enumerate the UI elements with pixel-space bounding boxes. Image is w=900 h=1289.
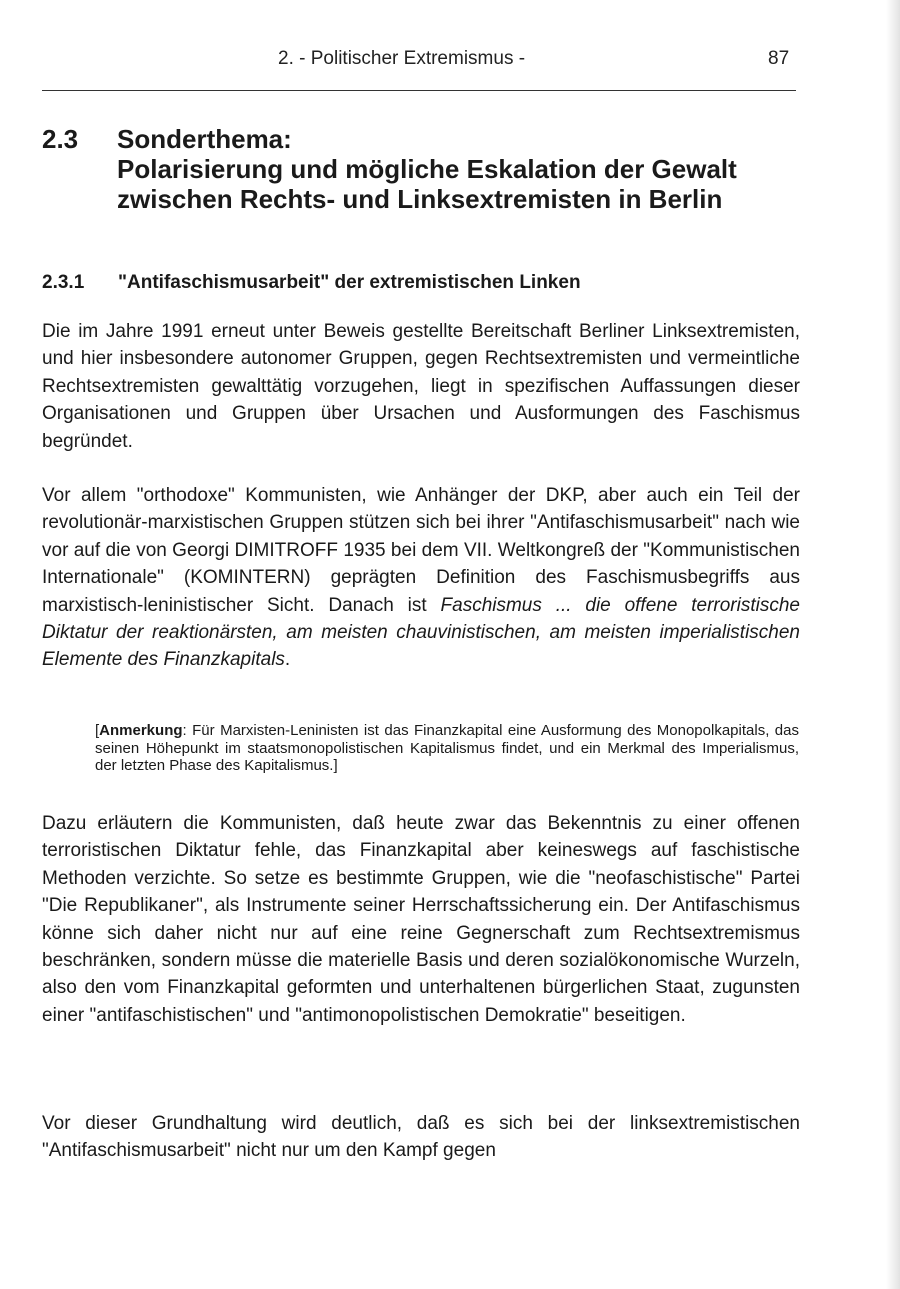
paragraph-2-text: Vor allem "orthodoxe" Kommunisten, wie Anhänger der DKP, aber auch ein Teil der revolutionär-marxistischen Gruppen stützen sich bei ihrer "Antifaschismusarbeit" nach wie vor auf die von Georgi DIMITROFF 1935 bei dem VII. Weltkongreß der "Kommunistischen Internationale" (KOMINTERN) geprägten Definition des Faschismusbegriffs aus marxistisch-leninistischer Sicht. Danach ist [42, 485, 800, 616]
section-number: 2.3 [42, 124, 79, 154]
page-edge-shadow [886, 0, 900, 1289]
subsection-heading [42, 272, 581, 294]
section-title-line-3: zwischen Rechts- und Linksextremisten in Berlin [117, 184, 723, 214]
section-title [117, 124, 817, 214]
paragraph-3: Dazu erläutern die Kommunisten, daß heute zwar das Bekenntnis zu einer offenen terroristischen Diktatur fehle, das Finanzkapital aber keineswegs auf faschistische Methoden verzichte. So setze es bestimmte Gruppen, wie die "neofaschistische" Partei "Die Republikaner", als Instrumente seiner Herrschaftssicherung ein. Der Antifaschismus könne sich daher nicht nur auf eine reine Gegnerschaft zum Rechtsextremismus beschränken, sondern müsse die materielle Basis und deren sozialökonomische Wurzeln, also den vom Finanzkapital geformten und unterhaltenen bürgerlichen Staat, zugunsten einer "antifaschistischen" und "antimonopolistischen Demokratie" beseitigen. [42, 813, 800, 1026]
paragraph-1: Die im Jahre 1991 erneut unter Beweis gestellte Bereitschaft Berliner Linksextremisten, und hier insbesondere autonomer Gruppen, gegen Rechtsextremisten und vermeintliche Rechtsextremisten gewalttätig vorzugehen, liegt in spezifischen Auffassungen dieser Organisationen und Gruppen über Ursachen und Ausformungen des Faschismus begründet. [42, 321, 800, 452]
note-text: : Für Marxisten-Leninisten ist das Finanzkapital eine Ausformung des Monopolkapitals, das seinen Höhepunkt im staatsmonopolistischen Kapitalismus findet, und ein Merkmal des Imperialismus, der letzten Phase des Kapitalismus.] [95, 722, 799, 775]
page-number: 87 [768, 48, 790, 69]
section-title-line-2: Polarisierung und mögliche Eskalation der Gewalt [117, 154, 737, 184]
paragraph-2-quote: Faschismus ... die offene terroristische Diktatur der reaktionärsten, am meisten chauvinistischen, am meisten imperialistischen Elemente des Finanzkapitals [42, 594, 800, 671]
subsection-title: "Antifaschismusarbeit" der extremistischen Linken [118, 272, 581, 293]
note-open-bracket: [ [95, 722, 100, 739]
section-title-line-1: Sonderthema: [117, 124, 292, 154]
paragraph-2-end: . [284, 649, 291, 671]
paragraph-4: Vor dieser Grundhaltung wird deutlich, daß es sich bei der linksextremistischen "Antifaschismusarbeit" nicht nur um den Kampf gegen [42, 1113, 800, 1162]
note-label: Anmerkung [99, 722, 183, 739]
subsection-number: 2.3.1 [42, 272, 85, 293]
header-divider [42, 90, 796, 91]
paragraph-2 [42, 482, 800, 674]
annotation-note [95, 722, 799, 775]
running-header-title: 2. - Politischer Extremismus - [278, 48, 526, 69]
